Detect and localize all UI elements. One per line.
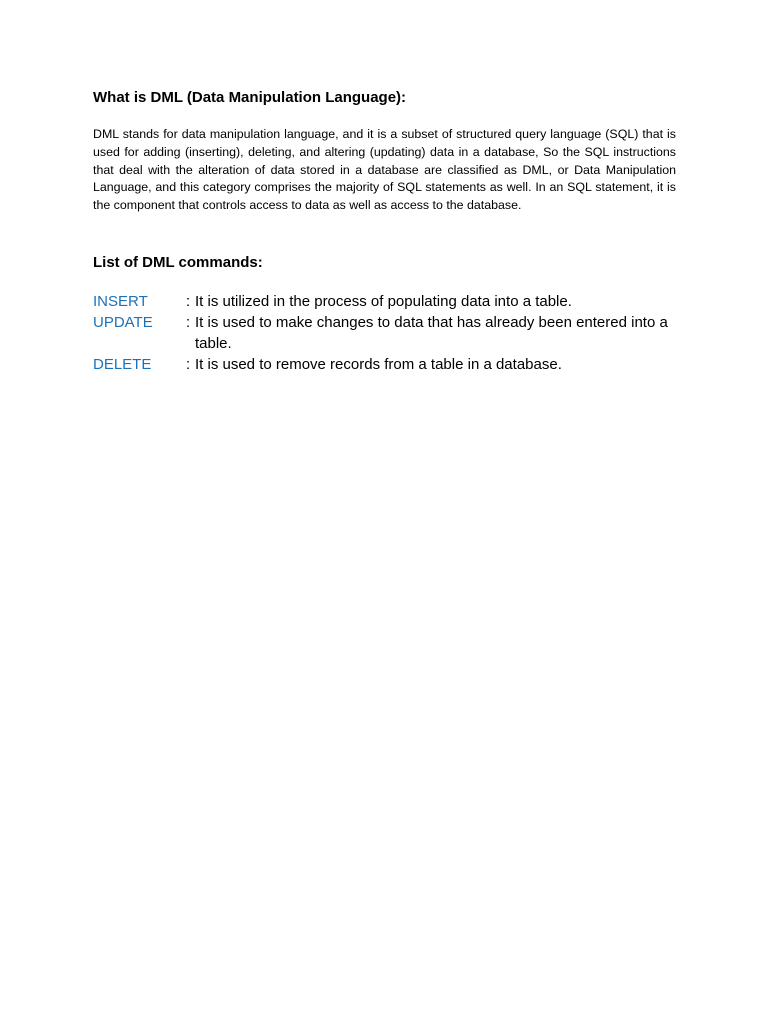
command-row-update: [93, 312, 676, 354]
command-row-insert: [93, 291, 676, 312]
command-description: It is utilized in the process of populating data into a table.: [195, 292, 572, 310]
dml-description-paragraph: DML stands for data manipulation language, and it is a subset of structured query language (SQL) that is used for adding (inserting), deleting, and altering (updating) data in a database, So the SQL instructions that deal with the alteration of data stored in a database are classified as DML, or Data Manipulation Language, and this category comprises the majority of SQL statements as well. In an SQL statement, it is the component that controls access to data as well as access to the database.: [93, 127, 676, 213]
command-separator: :: [186, 292, 191, 310]
document-content: [93, 88, 676, 375]
command-description: It is used to make changes to data that has already been entered into a table.: [195, 313, 668, 352]
command-separator: :: [186, 313, 191, 331]
command-name: UPDATE: [93, 313, 153, 331]
command-row-delete: [93, 354, 676, 375]
command-name: INSERT: [93, 292, 148, 310]
command-separator: :: [186, 355, 191, 373]
dml-commands-list: [93, 291, 676, 375]
dml-commands-heading: List of DML commands:: [93, 253, 263, 271]
dml-heading: What is DML (Data Manipulation Language):: [93, 89, 407, 106]
command-description: It is used to remove records from a table in a database.: [195, 355, 562, 373]
command-name: DELETE: [93, 355, 152, 373]
